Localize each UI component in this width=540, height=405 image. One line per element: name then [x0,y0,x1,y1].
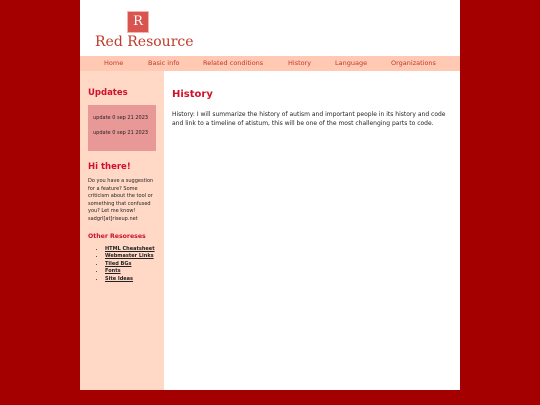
link-html-cheatsheet[interactable]: • HTML Cheatsheet [105,246,156,254]
nav-item-language[interactable]: Language [335,59,368,67]
updates-box [88,105,156,151]
content-row [80,71,460,390]
link-webmaster-links[interactable]: • Webmaster Links [105,253,156,261]
hi-text: Do you have a suggestion for a feature? Some criticism about the tool or something that confused you? Let me know! sadgrl[at]riseup.net [88,178,154,222]
page-container [80,0,460,390]
other-resources-list [88,246,156,284]
updates-heading: Updates [88,88,128,98]
sidebar [80,71,164,390]
other-resources-heading: Other Resoreses [88,232,146,240]
link-tiled-bgs[interactable]: • Tiled BGs [105,261,156,269]
nav-item-related-conditions[interactable]: Related conditions [203,59,264,67]
link-fonts[interactable]: • Fonts [105,268,156,276]
hi-heading: Hi there! [88,162,131,172]
nav-item-home[interactable]: Home [104,59,124,67]
update-item: update 0 sep 21 2023 [93,130,149,136]
update-item: update 0 sep 21 2023 [93,115,149,121]
site-title[interactable]: Red Resource [95,34,194,50]
nav-item-history[interactable]: History [288,59,312,67]
link-site-ideas[interactable]: • Site Ideas [105,276,156,284]
nav-item-basic-info[interactable]: Basic info [148,59,180,67]
logo-icon[interactable]: R [127,11,149,33]
nav-item-organizations[interactable]: Organizations [391,59,436,67]
history-text: History: I will summarize the history of autism and important people in its history and code and link to a timeline of atistum, this will be one of the most challenging parts to code. [172,111,446,127]
page-title: History [172,89,213,100]
nav-bar [80,56,460,71]
main-content [164,71,460,390]
site-header [80,0,460,56]
